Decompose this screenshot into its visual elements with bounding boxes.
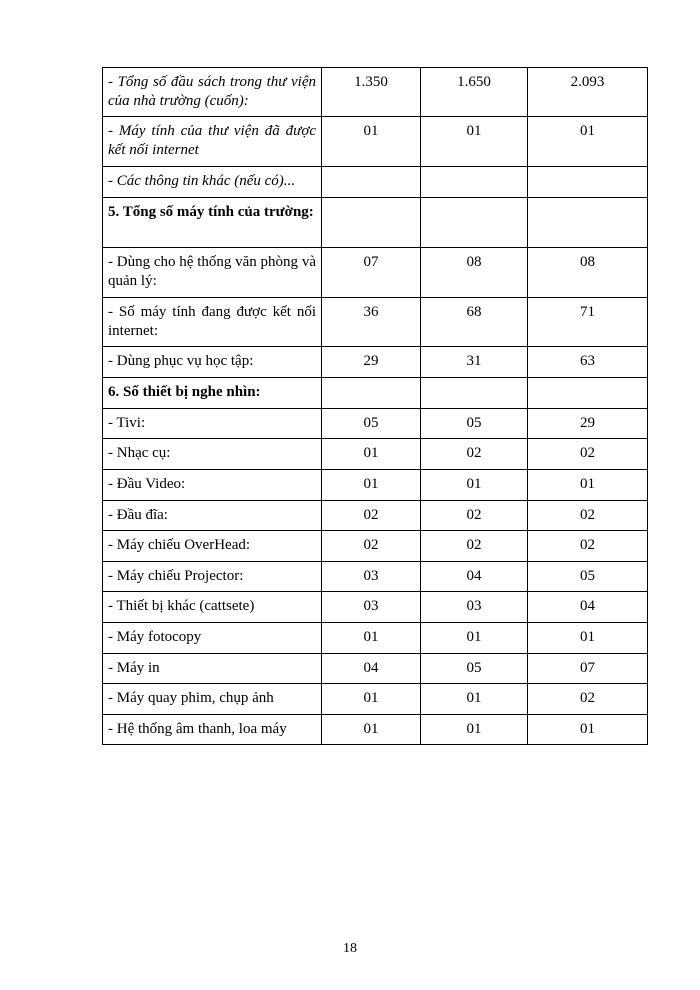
row-value-1: 29 xyxy=(322,347,421,378)
row-value-3: 02 xyxy=(528,531,648,562)
row-label: - Tổng số đầu sách trong thư viện của nhà trường (cuốn): xyxy=(103,68,322,117)
row-value-1: 02 xyxy=(322,531,421,562)
row-value-2: 31 xyxy=(421,347,528,378)
row-value-2: 02 xyxy=(421,531,528,562)
row-label: - Đầu đĩa: xyxy=(103,501,322,531)
page-number: 18 xyxy=(343,941,357,956)
row-value-2 xyxy=(421,378,528,409)
row-value-2: 1.650 xyxy=(421,68,528,117)
row-label: - Nhạc cụ: xyxy=(103,439,322,470)
row-value-2: 01 xyxy=(421,623,528,654)
row-value-1: 07 xyxy=(322,248,421,298)
row-value-2 xyxy=(421,167,528,198)
row-value-2: 08 xyxy=(421,248,528,298)
row-label: - Thiết bị khác (cattsete) xyxy=(103,592,322,623)
row-value-2: 02 xyxy=(421,439,528,470)
table-row xyxy=(103,531,648,562)
table-row xyxy=(103,198,648,248)
row-label: - Máy chiếu Projector: xyxy=(103,562,322,592)
table-row xyxy=(103,501,648,531)
row-value-2 xyxy=(421,198,528,248)
table-row xyxy=(103,167,648,198)
table-row xyxy=(103,298,648,347)
row-value-2: 05 xyxy=(421,409,528,439)
facilities-table xyxy=(102,67,648,745)
row-value-3: 02 xyxy=(528,501,648,531)
row-label: - Số máy tính đang được kết nối internet: xyxy=(103,298,322,347)
row-value-1: 03 xyxy=(322,562,421,592)
row-value-2: 68 xyxy=(421,298,528,347)
table-row xyxy=(103,248,648,298)
row-value-3: 02 xyxy=(528,439,648,470)
facilities-table-body xyxy=(103,68,648,745)
table-row xyxy=(103,623,648,654)
row-value-1: 02 xyxy=(322,501,421,531)
row-value-2: 03 xyxy=(421,592,528,623)
row-value-2: 02 xyxy=(421,501,528,531)
table-row xyxy=(103,409,648,439)
row-value-1: 03 xyxy=(322,592,421,623)
row-value-3 xyxy=(528,198,648,248)
row-value-3: 63 xyxy=(528,347,648,378)
row-value-3: 01 xyxy=(528,623,648,654)
row-value-1: 1.350 xyxy=(322,68,421,117)
row-value-3: 08 xyxy=(528,248,648,298)
row-label: - Tivi: xyxy=(103,409,322,439)
row-value-3: 2.093 xyxy=(528,68,648,117)
row-label: - Hệ thống âm thanh, loa máy xyxy=(103,715,322,745)
row-value-3: 01 xyxy=(528,470,648,501)
row-value-2: 05 xyxy=(421,654,528,684)
row-label: - Máy chiếu OverHead: xyxy=(103,531,322,562)
row-label: - Dùng cho hệ thống văn phòng và quản lý: xyxy=(103,248,322,298)
table-row xyxy=(103,347,648,378)
row-value-1 xyxy=(322,167,421,198)
row-value-1 xyxy=(322,378,421,409)
row-value-1: 01 xyxy=(322,715,421,745)
row-label: - Đầu Video: xyxy=(103,470,322,501)
row-label: - Máy fotocopy xyxy=(103,623,322,654)
row-value-1: 05 xyxy=(322,409,421,439)
row-value-1: 01 xyxy=(322,684,421,715)
row-value-3: 71 xyxy=(528,298,648,347)
row-value-3: 04 xyxy=(528,592,648,623)
row-value-3 xyxy=(528,378,648,409)
table-row xyxy=(103,68,648,117)
row-value-1 xyxy=(322,198,421,248)
table-row xyxy=(103,117,648,167)
table-row xyxy=(103,684,648,715)
row-label: - Máy in xyxy=(103,654,322,684)
row-value-1: 01 xyxy=(322,439,421,470)
row-value-3: 05 xyxy=(528,562,648,592)
row-value-2: 01 xyxy=(421,470,528,501)
table-row xyxy=(103,378,648,409)
row-label: 6. Số thiết bị nghe nhìn: xyxy=(103,378,322,409)
row-label: - Các thông tin khác (nếu có)... xyxy=(103,167,322,198)
table-row xyxy=(103,562,648,592)
row-label: - Dùng phục vụ học tập: xyxy=(103,347,322,378)
row-value-1: 36 xyxy=(322,298,421,347)
table-row xyxy=(103,592,648,623)
row-value-1: 04 xyxy=(322,654,421,684)
row-value-1: 01 xyxy=(322,470,421,501)
table-row xyxy=(103,715,648,745)
row-label: 5. Tổng số máy tính của trường: xyxy=(103,198,322,248)
table-row xyxy=(103,654,648,684)
row-value-2: 01 xyxy=(421,117,528,167)
row-value-1: 01 xyxy=(322,117,421,167)
row-value-2: 01 xyxy=(421,715,528,745)
row-value-3: 01 xyxy=(528,117,648,167)
row-value-1: 01 xyxy=(322,623,421,654)
row-value-3 xyxy=(528,167,648,198)
table-row xyxy=(103,439,648,470)
row-value-3: 07 xyxy=(528,654,648,684)
row-value-2: 01 xyxy=(421,684,528,715)
row-label: - Máy tính của thư viện đã được kết nối internet xyxy=(103,117,322,167)
row-value-3: 02 xyxy=(528,684,648,715)
row-value-2: 04 xyxy=(421,562,528,592)
row-value-3: 29 xyxy=(528,409,648,439)
row-label: - Máy quay phim, chụp ảnh xyxy=(103,684,322,715)
table-row xyxy=(103,470,648,501)
row-value-3: 01 xyxy=(528,715,648,745)
